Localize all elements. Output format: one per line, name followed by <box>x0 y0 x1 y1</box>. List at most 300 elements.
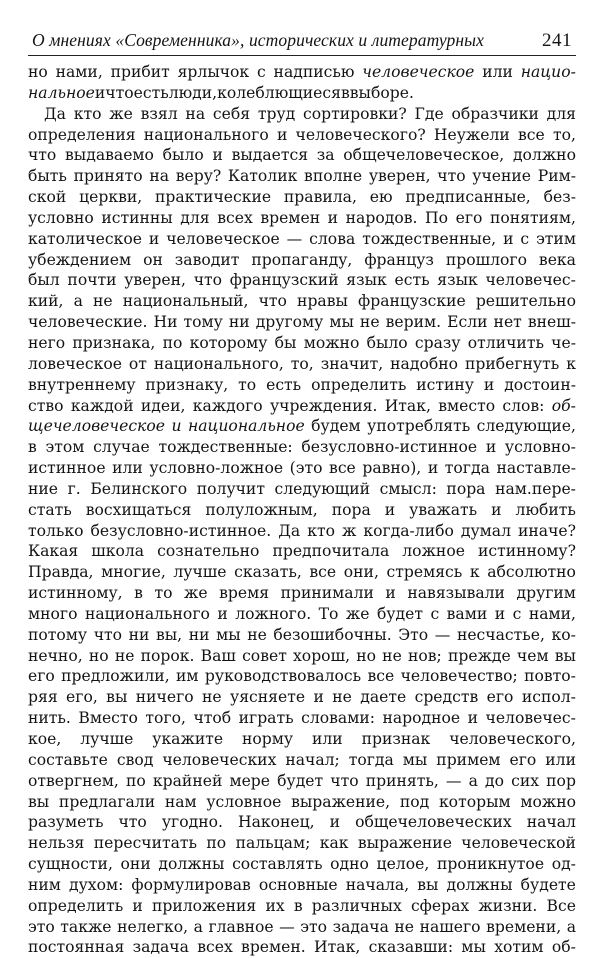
word: но <box>28 63 48 81</box>
word: все <box>329 459 356 478</box>
text-line <box>28 729 576 750</box>
word: к <box>469 563 480 582</box>
word: хотим <box>494 938 544 957</box>
word: навязывали <box>407 584 505 603</box>
word: постоянная <box>28 938 125 957</box>
word: что <box>105 83 134 102</box>
word: будете <box>520 875 576 894</box>
text-line <box>28 562 576 583</box>
word: жизни. <box>478 896 538 915</box>
word: человеческих <box>162 750 277 769</box>
word: их <box>265 896 285 915</box>
word: Белинского <box>90 479 188 498</box>
word: же <box>183 584 208 603</box>
text-line <box>28 833 576 854</box>
word: много <box>28 604 78 623</box>
word: пальцам; <box>235 834 311 853</box>
text-line <box>28 396 576 417</box>
word: его, <box>66 688 98 707</box>
word: — <box>279 917 295 936</box>
word: Рим- <box>537 167 576 186</box>
word: и <box>503 229 514 248</box>
word: к <box>566 354 576 373</box>
word: и <box>132 896 143 915</box>
word: примем <box>436 750 501 769</box>
word: признака, <box>72 333 156 352</box>
word: мы <box>402 750 428 769</box>
word: играть <box>238 709 294 728</box>
word: и <box>491 500 502 519</box>
word: с <box>520 229 530 248</box>
word: ни <box>188 625 210 644</box>
text-line <box>28 166 576 187</box>
word: ской <box>28 188 67 207</box>
word: его <box>509 750 537 769</box>
running-header <box>28 30 576 56</box>
word: отвергнем, <box>28 771 119 790</box>
word: Вместо <box>78 709 138 728</box>
word: истинному? <box>477 542 576 561</box>
text-line <box>28 208 576 229</box>
word: взял <box>140 104 178 123</box>
word: Итак, <box>384 396 431 415</box>
word: или <box>482 63 513 81</box>
word: По <box>425 208 449 227</box>
text-line <box>28 604 576 625</box>
word: сказать, <box>234 563 302 582</box>
word: определить <box>311 375 407 394</box>
word: и <box>171 417 182 436</box>
text-line <box>28 687 576 708</box>
word: одно <box>330 855 369 874</box>
word: было <box>162 146 204 165</box>
word: этим <box>536 229 576 248</box>
word: од- <box>551 855 576 874</box>
word: также <box>60 917 112 936</box>
word: наставле- <box>496 459 576 478</box>
word: пор <box>546 771 576 790</box>
word: абсолютно <box>487 563 576 582</box>
word: пора <box>446 479 486 498</box>
word: общечеловеческое, <box>343 146 505 165</box>
word: нальное <box>28 83 95 102</box>
word: — <box>286 229 303 248</box>
text-line <box>28 333 576 354</box>
word: истинному, <box>28 584 123 603</box>
word: составлять <box>232 855 323 874</box>
word: же <box>109 104 133 123</box>
word: сразу <box>414 333 461 352</box>
word: человеческого? <box>295 125 426 144</box>
word: сознательно <box>157 542 260 561</box>
word: национального, <box>153 354 284 373</box>
word: бы <box>274 333 297 352</box>
word: условно-ложное <box>149 459 284 478</box>
word: ловеческое <box>28 354 122 373</box>
word: ложное <box>402 542 465 561</box>
text-line <box>28 854 576 875</box>
word: главное <box>208 917 274 936</box>
text-line <box>28 104 576 125</box>
word: условное <box>206 792 282 811</box>
word: и <box>494 604 506 623</box>
word: свод <box>116 750 154 769</box>
word: и <box>427 459 439 478</box>
word: стать <box>28 500 72 519</box>
word: угодно. <box>161 813 223 832</box>
word: и <box>483 375 495 394</box>
word: принимали <box>280 584 374 603</box>
text-line <box>28 416 576 437</box>
word: истину <box>416 375 474 394</box>
word: то <box>238 375 257 394</box>
word: национального <box>143 125 269 144</box>
word: Католик <box>227 167 298 186</box>
word: что <box>437 167 466 186</box>
word: ярлычок <box>177 63 250 81</box>
word: лучше <box>80 730 134 748</box>
word: его <box>455 208 483 227</box>
word: другим <box>516 584 576 603</box>
word: его <box>28 667 55 686</box>
word: а <box>566 917 576 936</box>
word: Какая <box>28 542 79 561</box>
text-line <box>28 666 576 687</box>
word: нравы <box>297 292 348 311</box>
word: на <box>149 167 170 186</box>
word: словами: <box>301 709 375 728</box>
word: внутреннему <box>28 375 136 394</box>
word: вы <box>417 875 439 894</box>
word: другому <box>255 313 324 332</box>
text-line <box>28 458 576 479</box>
word: человечес- <box>485 709 576 728</box>
word: же <box>345 604 370 623</box>
word: прибит <box>110 63 170 81</box>
word: будем <box>311 417 361 436</box>
word: люди, <box>168 83 218 102</box>
word: вы <box>554 646 576 665</box>
word: всех <box>217 208 253 227</box>
word: на <box>185 104 206 123</box>
word: идеи, <box>140 396 186 415</box>
word: они, <box>343 563 379 582</box>
word: то, <box>290 354 314 373</box>
text-line <box>28 583 576 604</box>
word: а <box>468 771 478 790</box>
word: с <box>430 604 440 623</box>
word: норму <box>241 730 294 748</box>
word: потому <box>28 625 88 644</box>
word: сортировки? <box>303 104 407 123</box>
word: принять, <box>365 771 439 790</box>
word: испол- <box>521 688 576 707</box>
word: внеш- <box>527 313 576 332</box>
word: обрaзчики <box>451 104 539 123</box>
word: то, <box>552 125 576 144</box>
word: которым <box>438 792 511 811</box>
word: Да <box>278 521 301 540</box>
word: чтоб <box>193 709 232 728</box>
word: — <box>434 625 451 644</box>
word: все <box>309 563 337 582</box>
word: надобно <box>390 354 459 373</box>
word: предлагали <box>58 792 156 811</box>
word: об- <box>551 396 576 415</box>
word: ею <box>369 188 393 207</box>
word: случае <box>93 438 150 457</box>
word: что <box>330 771 359 790</box>
word: или <box>311 730 343 748</box>
word: нам <box>164 792 197 811</box>
word: но <box>356 646 376 665</box>
word: кое, <box>28 730 62 748</box>
word: принято <box>73 167 143 186</box>
paragraph <box>28 104 576 958</box>
word: время <box>219 584 270 603</box>
word: национальный, <box>122 292 249 311</box>
word: времени, <box>486 917 562 936</box>
word: времен. <box>241 938 306 957</box>
word: нами, <box>55 63 103 81</box>
word: которому <box>189 333 268 352</box>
word: должны <box>446 875 513 894</box>
word: условно <box>28 208 94 227</box>
word: употреблять <box>367 417 471 436</box>
word: колеблющиеся <box>217 83 341 102</box>
word: что <box>118 813 147 832</box>
word: школа <box>91 542 145 561</box>
word: совет <box>242 646 287 665</box>
word: человеческое <box>166 229 280 248</box>
word: века <box>538 250 576 269</box>
word: Правда, <box>28 563 94 582</box>
word: для <box>546 104 576 123</box>
word: — <box>445 771 462 790</box>
text-line <box>28 521 576 542</box>
word: есть <box>266 375 302 394</box>
text-line <box>28 354 576 375</box>
word: определения <box>28 125 136 144</box>
book-page <box>28 30 576 958</box>
text-line <box>28 625 576 646</box>
word: даете <box>360 688 407 707</box>
word: Где <box>414 104 444 123</box>
word: Если <box>447 313 488 332</box>
word: восхищаться <box>85 500 192 519</box>
word: нашего <box>419 917 481 936</box>
word: сказавши: <box>368 938 454 957</box>
word: Да <box>44 104 66 123</box>
text-line <box>28 792 576 813</box>
word: не <box>93 292 113 311</box>
word: выборе. <box>349 83 414 102</box>
text-line <box>28 479 576 500</box>
word: как <box>319 834 349 853</box>
word: средств <box>414 688 479 707</box>
word: тогда <box>444 459 490 478</box>
word: нов; <box>407 646 442 665</box>
word: не <box>247 625 267 644</box>
word: об- <box>551 938 576 957</box>
text-line <box>28 646 576 667</box>
word: что <box>93 625 123 644</box>
word: иначе? <box>518 521 576 540</box>
word: Ни <box>153 313 178 332</box>
text-line <box>28 437 576 458</box>
word: все <box>518 125 545 144</box>
word: вместо <box>438 396 496 415</box>
word: вы <box>28 792 50 811</box>
word: должны <box>158 855 225 874</box>
word: кто <box>73 104 102 123</box>
word: Все <box>546 896 576 915</box>
word: и <box>313 688 324 707</box>
word: и <box>329 813 341 832</box>
word: че- <box>551 333 576 352</box>
word: безусловно-истинное <box>301 438 478 457</box>
word: условно- <box>504 438 576 457</box>
word: прежде <box>447 646 511 665</box>
word: все <box>367 667 395 686</box>
word: прибегнуть <box>464 354 560 373</box>
word: тому <box>183 313 223 332</box>
word: был <box>28 271 60 290</box>
word: будет <box>277 771 324 790</box>
word: верим. <box>385 313 442 332</box>
word: с <box>512 604 522 623</box>
word: этом <box>45 438 85 457</box>
word: вы, <box>155 625 183 644</box>
word: заводит <box>174 250 240 269</box>
text-line <box>28 250 576 271</box>
paragraph <box>28 62 576 104</box>
word: человечество; <box>400 667 518 686</box>
word: истинны <box>101 208 173 227</box>
word: лучше <box>173 563 227 582</box>
word: национальное <box>187 417 305 436</box>
text-line <box>28 270 576 291</box>
word: это <box>300 917 328 936</box>
word: вполне <box>304 167 363 186</box>
word: формулировав <box>131 875 251 894</box>
word: а <box>73 292 83 311</box>
text-line <box>28 812 576 833</box>
word: следующие, <box>476 417 576 436</box>
word: ничего <box>135 688 194 707</box>
word: есть <box>394 271 430 290</box>
word: безошибочны. <box>273 625 392 644</box>
word: себя <box>212 104 251 123</box>
word: признак <box>361 730 431 748</box>
text-line <box>28 896 576 917</box>
word: каждой <box>70 396 134 415</box>
word: в <box>134 584 143 603</box>
word: отличить <box>467 333 544 352</box>
word: и <box>212 146 223 165</box>
word: а <box>193 917 203 936</box>
word: времен <box>260 208 321 227</box>
word: до <box>485 771 505 790</box>
word: нельзя <box>28 834 85 853</box>
word: он <box>143 250 163 269</box>
word: выдается <box>231 146 309 165</box>
word: пропаганду, <box>251 250 353 269</box>
word: предложили, <box>61 667 170 686</box>
word: уверен, <box>124 271 186 290</box>
word: мере <box>229 771 271 790</box>
text-line <box>28 750 576 771</box>
word: повто- <box>524 667 576 686</box>
word: народов. <box>345 208 418 227</box>
body-text <box>28 62 576 958</box>
word: него <box>28 333 66 352</box>
word: это <box>28 917 55 936</box>
word: выражение, <box>291 792 391 811</box>
word: думал <box>460 521 511 540</box>
word: ни <box>228 313 250 332</box>
word: истинное <box>28 459 106 478</box>
word: выдавaемо <box>65 146 154 165</box>
word: труд <box>257 104 296 123</box>
text-line <box>28 125 576 146</box>
word: всех <box>197 938 233 957</box>
word: что <box>193 271 223 290</box>
word: француз <box>364 250 434 269</box>
word: и <box>217 604 228 623</box>
word: ние <box>28 479 59 498</box>
text-line <box>28 83 576 104</box>
word: предпочитала <box>272 542 390 561</box>
word: нить. <box>28 709 71 728</box>
text-line <box>28 187 576 208</box>
word: ряя <box>28 688 58 707</box>
word: ство <box>28 396 64 415</box>
word: мы <box>216 625 241 644</box>
word: кий, <box>28 292 64 311</box>
word: было <box>366 333 408 352</box>
word: можно <box>520 792 576 811</box>
text-line <box>28 145 576 166</box>
word: того, <box>145 709 186 728</box>
word: быть <box>28 167 67 186</box>
word: слов: <box>502 396 545 415</box>
word: и <box>384 500 396 519</box>
word: начал; <box>285 750 340 769</box>
word: каждого <box>192 396 263 415</box>
word: несчастье, <box>456 625 545 644</box>
word: следующий <box>274 479 371 498</box>
word: когда-либо <box>363 521 454 540</box>
word: общечеловеческих <box>355 813 512 832</box>
word: можно <box>303 333 360 352</box>
word: и <box>94 83 106 102</box>
text-line <box>28 500 576 521</box>
text-line <box>28 229 576 250</box>
word: и <box>385 584 396 603</box>
word: начал <box>526 813 576 832</box>
word: основные <box>258 875 338 894</box>
word: нелегко, <box>117 917 189 936</box>
word: (это <box>289 459 323 478</box>
word: и <box>276 125 288 144</box>
word: уважать <box>409 500 478 519</box>
word: и <box>467 709 479 728</box>
running-title: О мнениях «Современника», исторических и литературных <box>32 30 484 50</box>
word: Это <box>398 625 429 644</box>
word: укажите <box>152 730 224 748</box>
word: по <box>206 834 227 853</box>
